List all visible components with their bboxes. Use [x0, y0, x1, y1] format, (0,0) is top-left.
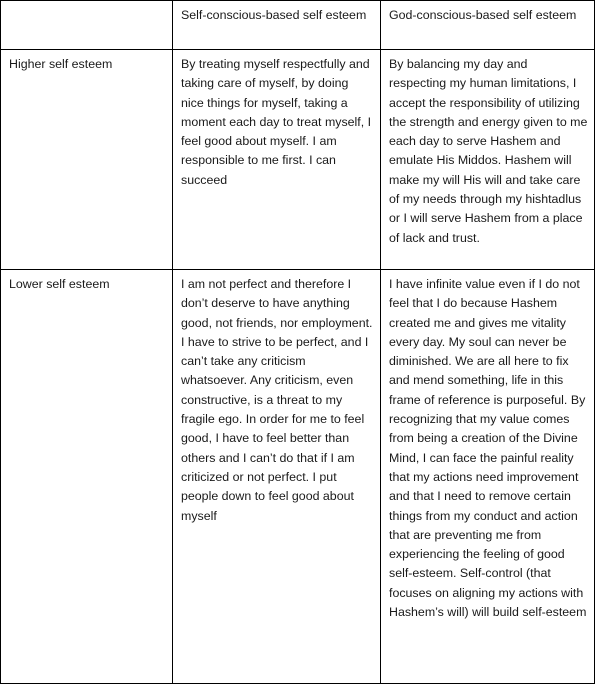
- god-conscious-cell: [381, 50, 595, 270]
- row-label-cell: [1, 270, 173, 684]
- table-row-higher-self-esteem: [1, 50, 595, 270]
- row-label-higher: Higher self esteem: [9, 57, 113, 71]
- row-label-cell: [1, 50, 173, 270]
- self-conscious-cell: [173, 270, 381, 684]
- self-conscious-lower-text: I am not perfect and therefore I don’t deserve to have anything good, not friends, nor employment. I have to strive to be perfect, and I can’t take any criticism whatsoever. Any criticism, even constructive, is a threat to my fragile ego. In order for me to feel good, I have to feel better than others and I can’t do that if I am criticized or not perfect. I put people down to feel good about myself: [181, 277, 373, 523]
- self-conscious-higher-text: By treating myself respectfully and taking care of myself, by doing nice things for myself, taking a moment each day to treat myself, I feel good about myself. I am responsible to me first. I can succeed: [181, 57, 372, 187]
- header-self-conscious-text: Self-conscious-based self esteem: [181, 8, 367, 22]
- god-conscious-cell: [381, 270, 595, 684]
- header-god-conscious-cell: [381, 1, 595, 50]
- header-self-conscious-cell: [173, 1, 381, 50]
- god-conscious-higher-text: By balancing my day and respecting my human limitations, I accept the responsibility of utilizing the strength and energy given to me each day to serve Hashem and emulate His Middos. Hashem will make my will His will and take care of my needs through my hishtadlus or I will serve Hashem from a place of lack and trust.: [389, 57, 588, 245]
- god-conscious-lower-text: I have infinite value even if I do not feel that I do because Hashem created me and gives me vitality every day. My soul can never be diminished. We are all here to fix and mend something, life in this frame of reference is purposeful. By recognizing that my value comes from being a creation of the Divine Mind, I can face the painful reality that my actions need improvement and that I need to remove certain things from my conduct and action that are preventing me from experiencing the feeling of good self-esteem. Self-control (that focuses on aligning my actions with Hashem’s will) will build self-esteem: [389, 277, 587, 620]
- self-conscious-cell: [173, 50, 381, 270]
- header-corner-cell: [1, 1, 173, 50]
- table-row-lower-self-esteem: [1, 270, 595, 684]
- row-label-lower: Lower self esteem: [9, 277, 110, 291]
- header-row: [1, 1, 595, 50]
- header-god-conscious-text: God-conscious-based self esteem: [389, 8, 577, 22]
